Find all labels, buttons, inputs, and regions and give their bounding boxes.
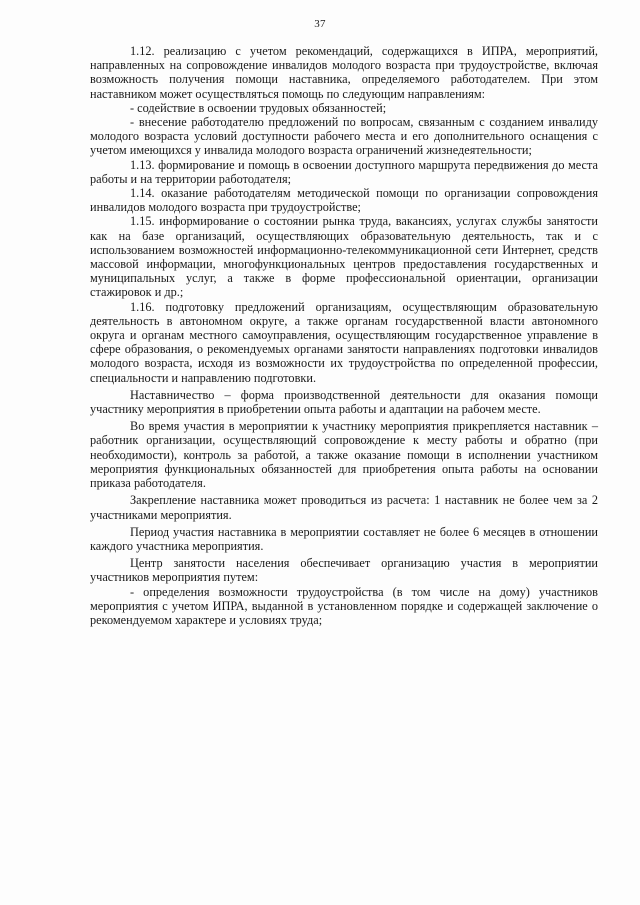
paragraph-mentor-assignment: Во время участия в мероприятии к участнику мероприятия прикрепляется наставник – работник организации, осуществляющий сопровождение к месту работы и обратно (при необходимости), контроль за работой, а также оказание помощи в исполнении участником мероприятия функциональных обязанностей для приобретения опыта работы на основании приказа работодателя. — [90, 419, 598, 491]
paragraph-list-item: - определения возможности трудоустройства (в том числе на дому) участников мероприятия с учетом ИПРА, выданной в установленном порядке и содержащей заключение о рекомендуемом характере и условиях труда; — [90, 584, 598, 627]
page-number: 37 — [314, 18, 326, 30]
paragraph-mentorship-definition: Наставничество – форма производственной деятельности для оказания помощи участнику мероприятия в приобретении опыта работы и адаптации на рабочем месте. — [90, 387, 598, 417]
paragraph-mentor-ratio: Закрепление наставника может проводиться из расчета: 1 наставник не более чем за 2 участниками мероприятия. — [90, 493, 598, 522]
paragraph-list-item: - содействие в освоении трудовых обязанностей; — [130, 100, 387, 115]
paragraph-1-16: 1.16. подготовку предложений организациям, осуществляющим образовательную деятельность в автономном округе, а также органам государственной власти автономного округа и органам местного самоуправления, осуществляющим государственное управление в сфере образования, о рекомендуемых органами занятости направлениях подготовки инвалидов молодого возраста, исходя из возможности их трудоустройства по определенной профессии, специальности и направлению подготовки. — [90, 299, 598, 385]
paragraph-employment-center: Центр занятости населения обеспечивает организацию участия в мероприятии участников мероприятия путем: — [90, 556, 598, 585]
document-body — [90, 44, 598, 627]
paragraph-1-12: 1.12. реализацию с учетом рекомендаций, содержащихся в ИПРА, мероприятий, направленных на сопровождение инвалидов молодого возраста при трудоустройстве, включая возможность получения помощи наставника, определяемого работодателем. При этом наставником может осуществляться помощь по следующим направлениям: — [90, 44, 598, 101]
paragraph-1-14: 1.14. оказание работодателям методической помощи по организации сопровождения инвалидов молодого возраста при трудоустройстве; — [90, 186, 598, 215]
paragraph-1-15: 1.15. информирование о состоянии рынка труда, вакансиях, услугах службы занятости как на базе организаций, осуществляющих образовательную деятельность, так и с использованием возможностей информационно-телекоммуникационной сети Интернет, средств массовой информации, многофункциональных центров предоставления государственных и муниципальных услуг, а также в форме профессиональной ориентации, организации стажировок и др.; — [90, 214, 598, 300]
paragraph-mentor-period: Период участия наставника в мероприятии составляет не более 6 месяцев в отношении каждого участника мероприятия. — [90, 524, 598, 553]
paragraph-list-item: - внесение работодателю предложений по вопросам, связанным с созданием инвалиду молодого возраста условий доступности рабочего места и его дополнительного оснащения с учетом имеющихся у инвалида молодого возраста ограничений жизнедеятельности; — [90, 115, 598, 158]
paragraph-1-13: 1.13. формирование и помощь в освоении доступного маршрута передвижения до места работы и на территории работодателя; — [90, 157, 598, 186]
